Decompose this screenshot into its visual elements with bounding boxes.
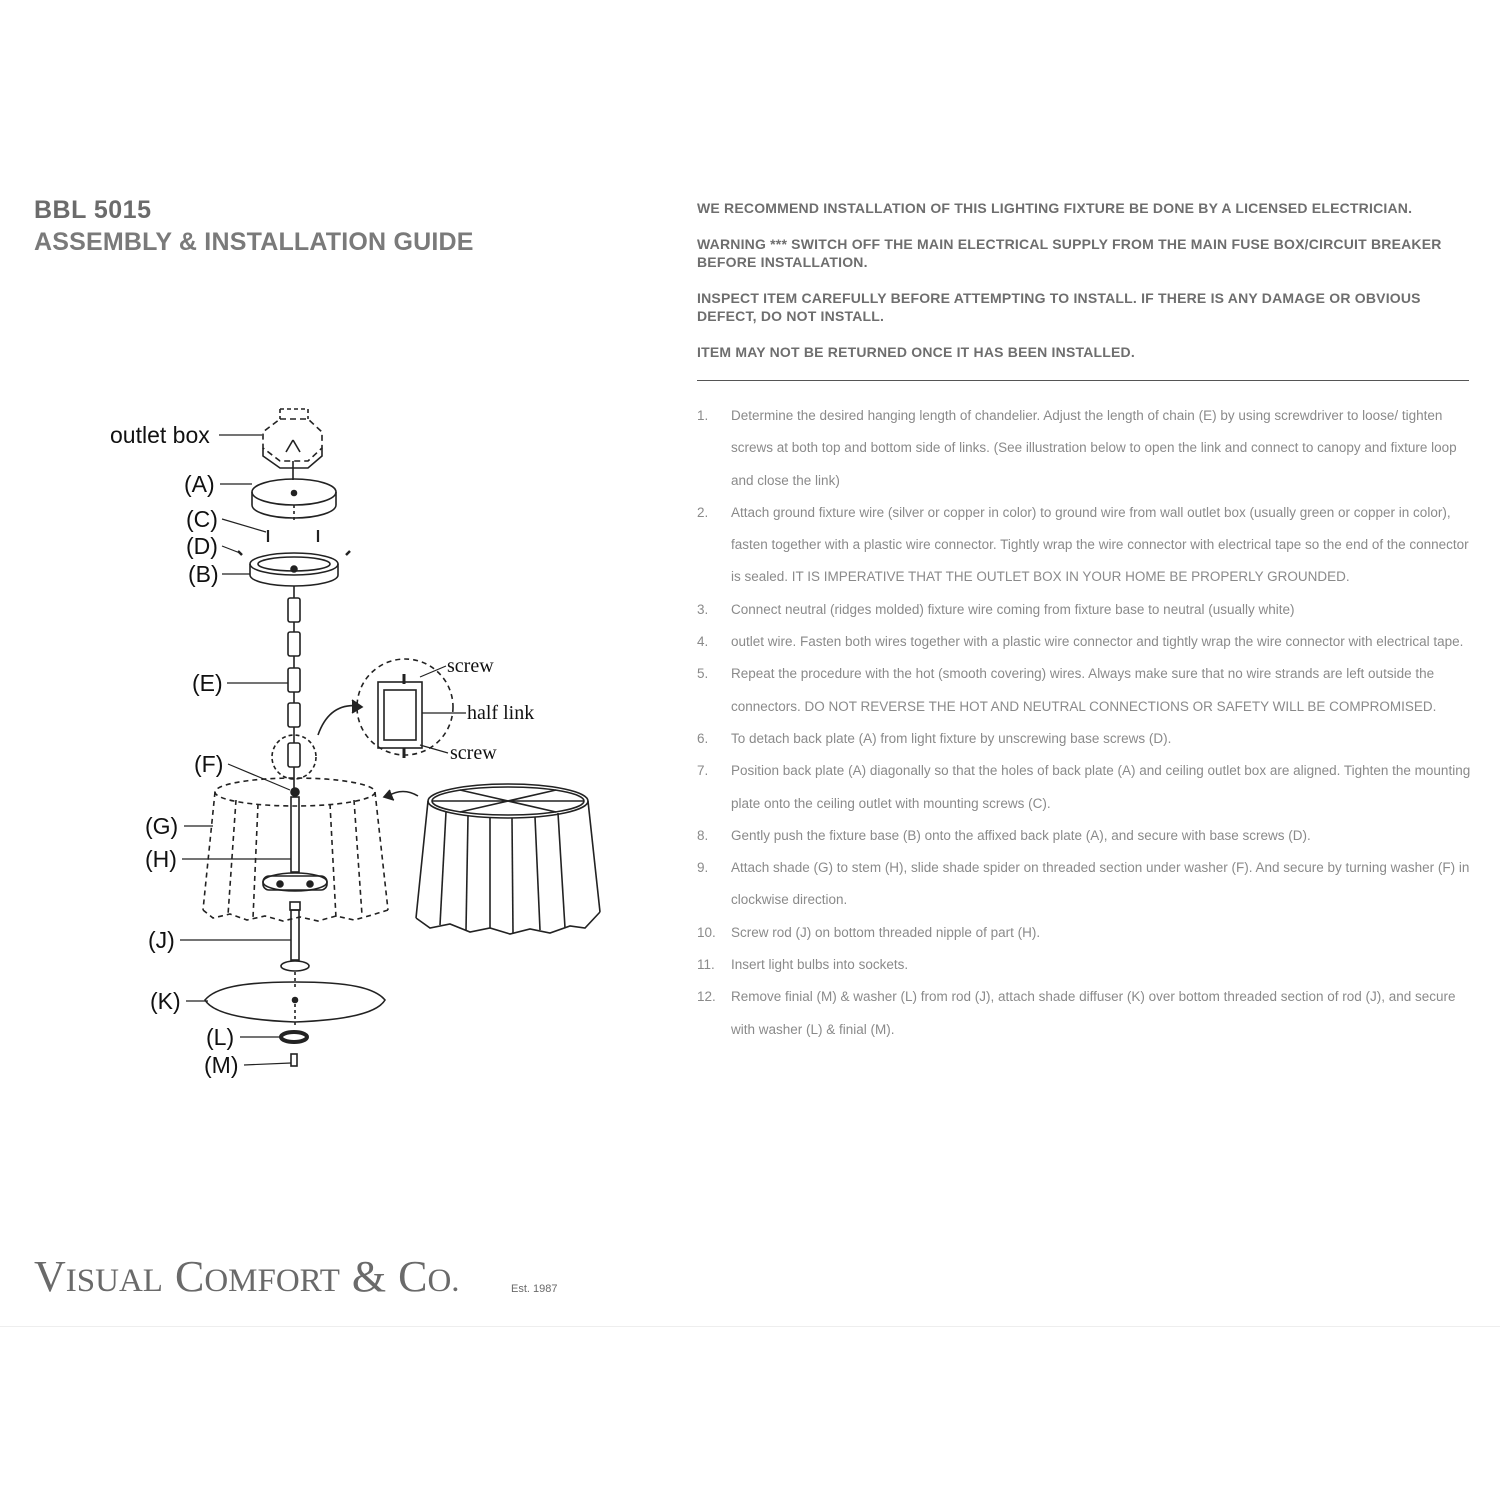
step-item bbox=[697, 981, 1472, 1046]
step-item bbox=[697, 658, 1472, 723]
outlet-box-part bbox=[263, 409, 322, 480]
assembly-diagram bbox=[100, 400, 620, 1090]
brand-v: V bbox=[34, 1252, 66, 1301]
back-plate-part bbox=[252, 479, 336, 520]
label-j: (J) bbox=[148, 927, 175, 953]
warning-no-return: ITEM MAY NOT BE RETURNED ONCE IT HAS BEEN INSTALLED. bbox=[697, 344, 1135, 360]
brand-isual: ISUAL bbox=[65, 1263, 163, 1299]
label-g: (G) bbox=[145, 813, 179, 839]
step-text: Connect neutral (ridges molded) fixture wire coming from fixture base to neutral (usually white) bbox=[731, 601, 1295, 617]
warnings-block bbox=[697, 199, 1472, 379]
step-text: Remove finial (M) & washer (L) from rod (J), attach shade diffuser (K) over bottom threaded section of rod (J), and secure with washer (L) & finial (M). bbox=[731, 989, 1456, 1037]
label-l: (L) bbox=[206, 1024, 235, 1050]
step-text: Attach ground fixture wire (silver or copper in color) to ground wire from wall outlet box (usually green or copper in color), fasten together with a plastic wire connector. Tightly wrap the wire connector with electrical tape so the end of the connector is sealed. IT IS IMPERATIVE THAT THE OUTLET BOX IN YOUR HOME BE PROPERLY GROUNDED. bbox=[731, 504, 1469, 585]
step-item bbox=[697, 626, 1472, 658]
model-number: BBL 5015 bbox=[34, 196, 152, 224]
label-f: (F) bbox=[194, 751, 224, 777]
label-k: (K) bbox=[150, 988, 181, 1014]
step-item bbox=[697, 755, 1472, 820]
step-item bbox=[697, 497, 1472, 594]
step-item bbox=[697, 949, 1472, 981]
mounting-screws bbox=[268, 530, 318, 542]
half-link-detail bbox=[318, 659, 453, 758]
step-text: To detach back plate (A) from light fixture by unscrewing base screws (D). bbox=[731, 730, 1172, 746]
step-number: 5. bbox=[697, 666, 709, 682]
warning-electrician: WE RECOMMEND INSTALLATION OF THIS LIGHTING FIXTURE BE DONE BY A LICENSED ELECTRICIAN. bbox=[697, 200, 1413, 216]
footer-divider bbox=[0, 1326, 1500, 1327]
label-half-link: half link bbox=[467, 702, 535, 724]
step-number: 1. bbox=[697, 408, 709, 423]
step-number: 12. bbox=[697, 989, 716, 1005]
step-number: 7. bbox=[697, 763, 709, 779]
step-item bbox=[697, 723, 1472, 755]
step-item bbox=[697, 820, 1472, 852]
step-text: Repeat the procedure with the hot (smooth covering) wires. Always make sure that no wire strands are left outside the connectors. DO NOT REVERSE THE HOT AND NEUTRAL CONNECTIONS OR SAFETY WILL BE COMPROMISED. bbox=[731, 666, 1437, 714]
step-number: 10. bbox=[697, 924, 716, 940]
brand-logo bbox=[34, 1245, 574, 1305]
brand-co-c: C bbox=[398, 1252, 428, 1301]
step-text: Attach shade (G) to stem (H), slide shade spider on threaded section under washer (F). And secure by turning washer (F) in clockwise direction. bbox=[731, 860, 1470, 908]
label-e: (E) bbox=[192, 670, 223, 696]
brand-co-o: O. bbox=[427, 1263, 460, 1299]
step-item bbox=[697, 852, 1472, 917]
washer-l bbox=[281, 1032, 307, 1042]
label-screw-top: screw bbox=[447, 655, 494, 677]
brand-c: C bbox=[174, 1252, 205, 1301]
label-h: (H) bbox=[145, 846, 177, 872]
washer-f bbox=[291, 788, 299, 796]
finial-m bbox=[291, 1054, 297, 1066]
step-number: 3. bbox=[697, 601, 709, 617]
step-number: 9. bbox=[697, 860, 709, 876]
step-number: 2. bbox=[697, 504, 709, 520]
step-item bbox=[697, 917, 1472, 949]
brand-ampersand: & bbox=[351, 1252, 387, 1301]
instruction-steps bbox=[697, 400, 1472, 1046]
label-b: (B) bbox=[188, 561, 219, 587]
stem-part bbox=[263, 797, 327, 891]
page-title: ASSEMBLY & INSTALLATION GUIDE bbox=[34, 228, 474, 256]
step-text: Determine the desired hanging length of chandelier. Adjust the length of chain (E) by using screwdriver to loose/ tighten screws at both top and bottom side of links. (See illustration below to open the link and connect to canopy and fixture loop and close the link) bbox=[731, 408, 1457, 488]
step-text: Position back plate (A) diagonally so that the holes of back plate (A) and ceiling outlet box are aligned. Tighten the mounting plate onto the ceiling outlet with mounting screws (C). bbox=[731, 763, 1471, 811]
diffuser-part bbox=[205, 982, 385, 1028]
step-text: Screw rod (J) on bottom threaded nipple of part (H). bbox=[731, 924, 1041, 940]
warning-inspect: INSPECT ITEM CAREFULLY BEFORE ATTEMPTING TO INSTALL. IF THERE IS ANY DAMAGE OR OBVIOUS DEFECT, DO NOT INSTALL. bbox=[697, 290, 1421, 324]
step-item bbox=[697, 400, 1472, 497]
label-m: (M) bbox=[204, 1052, 239, 1078]
step-number: 4. bbox=[697, 634, 709, 650]
leader-lines bbox=[180, 435, 466, 1065]
rod-part bbox=[281, 902, 309, 988]
step-number: 8. bbox=[697, 827, 709, 843]
label-c: (C) bbox=[186, 506, 218, 532]
step-text: Insert light bulbs into sockets. bbox=[731, 957, 909, 973]
svg-text:VISUALCOMFORT&CO. bbox=[34, 1252, 460, 1301]
label-a: (A) bbox=[184, 471, 215, 497]
fixture-base-part bbox=[238, 551, 350, 586]
brand-omfort: OMFORT bbox=[204, 1263, 340, 1299]
label-screw-bottom: screw bbox=[450, 742, 497, 764]
shade-installed bbox=[203, 778, 388, 921]
label-outlet-box: outlet box bbox=[110, 422, 210, 448]
chain-part bbox=[272, 586, 316, 796]
step-text: Gently push the fixture base (B) onto the affixed back plate (A), and secure with base screws (D). bbox=[731, 827, 1311, 843]
divider bbox=[697, 380, 1469, 381]
brand-established: Est. 1987 bbox=[511, 1283, 558, 1295]
step-item bbox=[697, 594, 1472, 626]
step-number: 6. bbox=[697, 730, 709, 746]
label-d: (D) bbox=[186, 533, 218, 559]
shade-separate bbox=[384, 784, 600, 934]
step-number: 11. bbox=[697, 957, 715, 973]
warning-switch-off: WARNING *** SWITCH OFF THE MAIN ELECTRICAL SUPPLY FROM THE MAIN FUSE BOX/CIRCUIT BREAKER BEFORE INSTALLATION. bbox=[697, 236, 1442, 270]
step-text: outlet wire. Fasten both wires together with a plastic wire connector and tightly wrap the wire connector with electrical tape. bbox=[731, 634, 1464, 650]
